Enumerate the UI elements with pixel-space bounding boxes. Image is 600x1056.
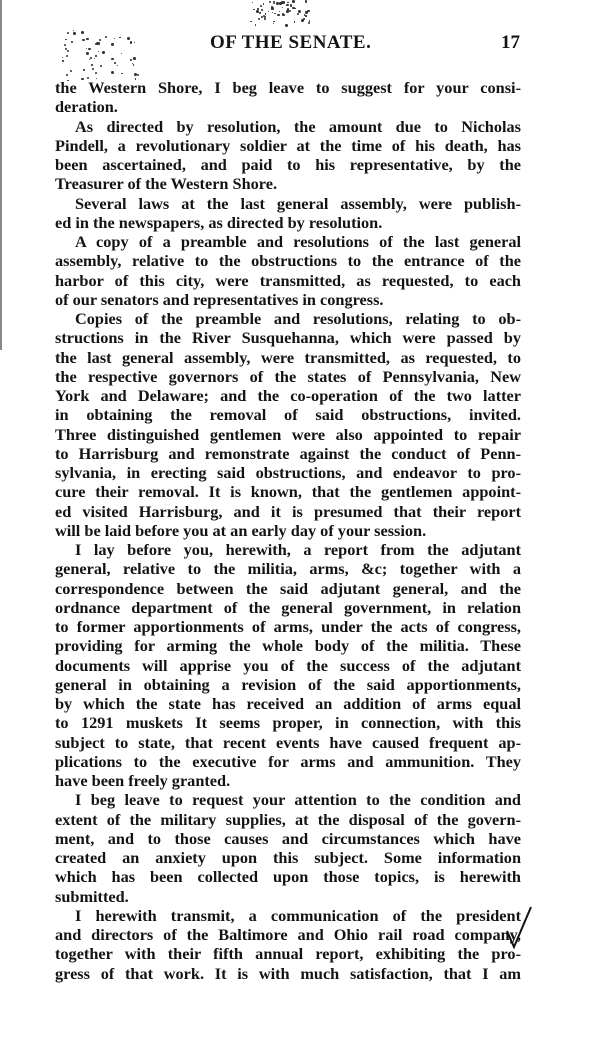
text-line: the respective governors of the states of Pennsylvania, New	[55, 366, 521, 386]
text-line: of our senators and representatives in congress.	[55, 289, 384, 309]
text-line: the Western Shore, I beg leave to suggest for your consi-	[55, 78, 521, 97]
text-line: general in obtaining a revision of the said apportionments,	[55, 674, 521, 694]
text-line: Several laws at the last general assembly, were publish-	[75, 193, 521, 213]
text-line: York and Delaware; and the co-operation of the two latter	[55, 386, 521, 405]
text-line: general, relative to the militia, arms, &c; together with a	[55, 559, 521, 579]
text-line: to former apportionments of arms, under the acts of congress,	[55, 617, 521, 636]
text-line: plications to the executive for arms and ammunition. They	[55, 751, 521, 771]
paragraph	[55, 194, 521, 233]
text-line: which has been collected upon those topics, is herewith	[55, 867, 521, 887]
text-line: created an anxiety upon this subject. Some information	[55, 848, 521, 867]
paragraph	[55, 790, 521, 906]
text-line: assembly, relative to the obstructions to the entrance of the	[55, 251, 521, 271]
text-line: As directed by resolution, the amount due to Nicholas	[75, 116, 521, 136]
text-line: Treasurer of the Western Shore.	[55, 174, 278, 194]
text-line: to Harrisburg and remonstrate against the conduct of Penn-	[55, 443, 521, 463]
text-line: A copy of a preamble and resolutions of the last general	[75, 232, 521, 251]
page-number: 17	[501, 32, 520, 53]
text-line: correspondence between the said adjutant general, and the	[55, 578, 521, 598]
paragraph	[55, 78, 521, 117]
text-line: deration.	[55, 97, 118, 117]
text-line: by which the state has received an addition of arms equal	[55, 694, 521, 713]
text-line: Three distinguished gentlemen were also appointed to repair	[55, 424, 521, 444]
handwritten-checkmark-icon	[505, 905, 535, 955]
text-line: Pindell, a revolutionary soldier at the time of his death, has	[55, 135, 521, 155]
text-line: documents will apprise you of the success of the adjutant	[55, 655, 521, 675]
text-line: ed in the newspapers, as directed by resolution.	[55, 212, 383, 232]
paragraph	[55, 232, 521, 309]
text-line: have been freely granted.	[55, 771, 231, 790]
paragraph	[55, 540, 521, 790]
page-header	[0, 32, 600, 58]
page-body	[55, 78, 521, 983]
text-line: submitted.	[55, 886, 129, 906]
text-line: will be laid before you at an early day of your session.	[55, 520, 427, 540]
text-line: Copies of the preamble and resolutions, relating to ob-	[75, 309, 521, 328]
text-line: providing for arming the whole body of the militia. These	[55, 636, 521, 656]
text-line: I herewith transmit, a communication of the president	[75, 905, 521, 925]
text-line: to 1291 muskets It seems proper, in connection, with this	[55, 713, 521, 733]
text-line: in obtaining the removal of said obstructions, invited.	[55, 405, 521, 425]
text-line: ordnance department of the general government, in relation	[55, 597, 521, 617]
text-line: and directors of the Baltimore and Ohio rail road company,	[55, 925, 521, 944]
text-line: the last general assembly, were transmitted, as requested, to	[55, 347, 521, 367]
text-line: ment, and to those causes and circumstances which have	[55, 828, 521, 848]
text-line: I lay before you, herewith, a report from the adjutant	[75, 540, 521, 559]
running-head: OF THE SENATE.	[210, 32, 372, 53]
text-line: structions in the River Susquehanna, which were passed by	[55, 328, 521, 348]
text-line: been ascertained, and paid to his representative, by the	[55, 155, 521, 174]
text-line: together with their fifth annual report, exhibiting the pro-	[55, 944, 521, 964]
text-line: extent of the military supplies, at the disposal of the govern-	[55, 809, 521, 829]
text-line: sylvania, in erecting said obstructions, and endeavor to pro-	[55, 463, 521, 482]
text-line: harbor of this city, were transmitted, as requested, to each	[55, 270, 521, 290]
text-line: cure their removal. It is known, that the gentlemen appoint-	[55, 482, 521, 502]
text-line: ed visited Harrisburg, and it is presumed that their report	[55, 501, 521, 521]
paragraph	[55, 309, 521, 540]
text-line: I beg leave to request your attention to the condition and	[75, 790, 521, 810]
paragraph	[55, 906, 521, 983]
text-line: subject to state, that recent events have caused frequent ap-	[55, 732, 521, 752]
paragraph	[55, 117, 521, 194]
text-line: gress of that work. It is with much satisfaction, that I am	[55, 963, 521, 983]
